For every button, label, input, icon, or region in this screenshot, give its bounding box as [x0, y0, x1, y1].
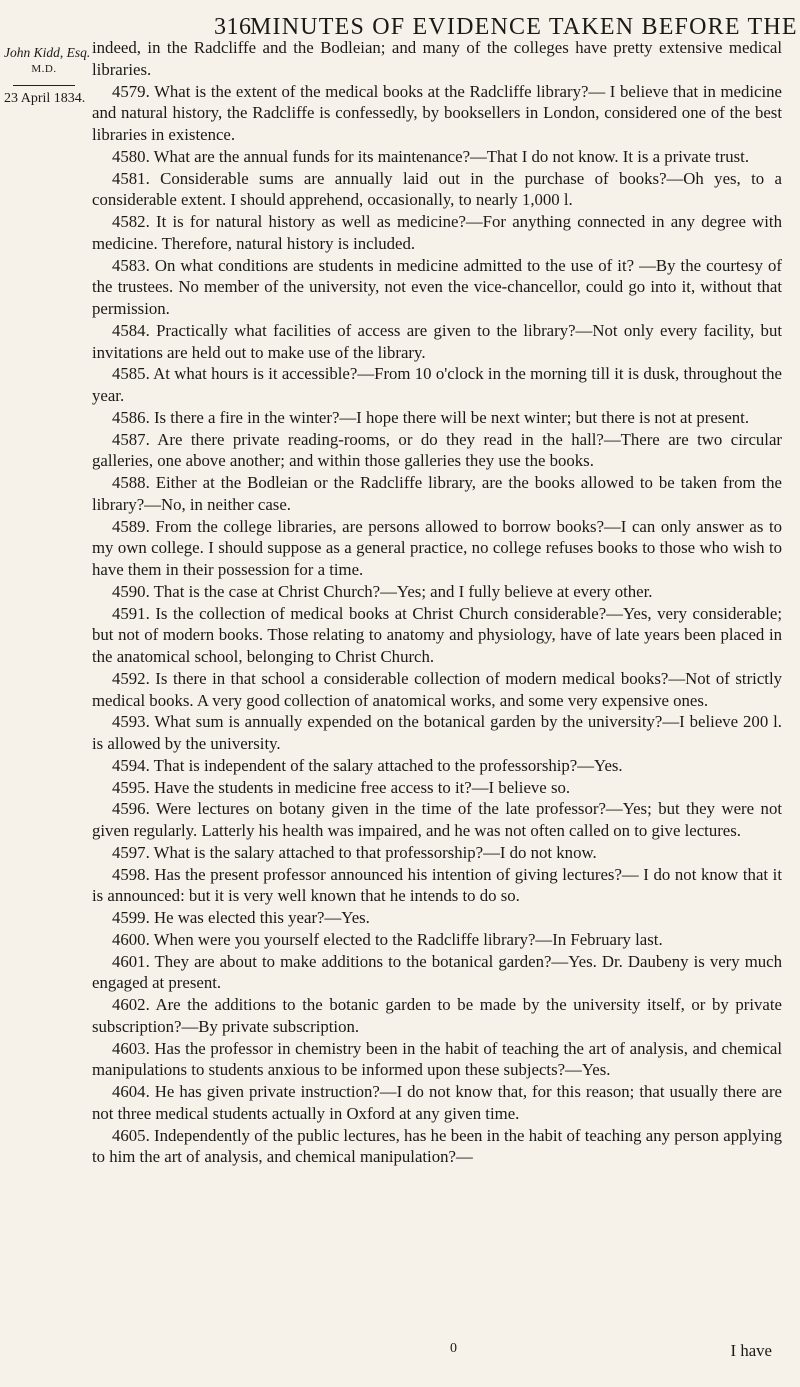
paragraph: 4586. Is there a fire in the winter?—I hope there will be next winter; but there is not at present.: [112, 407, 750, 427]
paragraph: 4605. Independently of the public lectures, has he been in the habit of teaching any person applying to him the art of analysis, and chemical manipulation?—: [92, 1125, 782, 1167]
paragraph: 4599. He was elected this year?—Yes.: [112, 908, 370, 927]
catchword: I have: [730, 1341, 772, 1360]
paragraph: 4604. He has given private instruction?—I do not know that, for this reason; that usually there are not three medical students actually in Oxford at any given time.: [92, 1082, 782, 1123]
paragraph: 4581. Considerable sums are annually laid out in the purchase of books?—Oh yes, to a considerable extent. I should apprehend, occasionally, to nearly 1,000 l.: [92, 168, 782, 210]
running-head: MINUTES OF EVIDENCE TAKEN BEFORE THE: [250, 14, 798, 40]
paragraph: 4579. What is the extent of the medical books at the Radcliffe library?— I believe that in medicine and natural history, the Radcliffe is confessedly, by booksellers in London, considered one of the best libraries in existence.: [92, 81, 782, 144]
page-number: 316: [214, 14, 252, 40]
page-footer: [92, 1341, 782, 1381]
paragraph: 4588. Either at the Bodleian or the Radcliffe library, are the books allowed to be taken from the library?—No, in neither case.: [92, 473, 782, 514]
paragraph: 4597. What is the salary attached to that professorship?—I do not know.: [112, 842, 597, 862]
paragraph: 4592. Is there in that school a considerable collection of modern medical books?—Not of strictly medical books. A very good collection of anatomical works, and some very expensive ones.: [92, 668, 782, 710]
paragraph: 4587. Are there private reading-rooms, or do they read in the hall?—There are two circular galleries, one above another; and within those galleries they use the books.: [92, 429, 782, 471]
paragraph: 4602. Are the additions to the botanic garden to be made by the university itself, or by private subscription?—By private subscription.: [92, 995, 782, 1036]
margin-note: [4, 44, 91, 107]
paragraph: 4584. Practically what facilities of access are given to the library?—Not only every facility, but invitations are held out to make use of the library.: [92, 320, 782, 362]
paragraph: 4583. On what conditions are students in medicine admitted to the use of it? —By the courtesy of the trustees. No member of the university, not even the vice-chancellor, could go into it, without that permission.: [92, 255, 782, 318]
paragraph: 4582. It is for natural history as well as medicine?—For anything connected in any degree with medicine. Therefore, natural history is included.: [92, 212, 782, 253]
paragraph: 4601. They are about to make additions to the botanical garden?—Yes. Dr. Daubeny is very much engaged at present.: [92, 951, 782, 993]
paragraph: 4596. Were lectures on botany given in the time of the late professor?—Yes; but they were not given regularly. Latterly his health was impaired, and he was not often called on to give lectures.: [92, 799, 782, 840]
paragraph: 4595. Have the students in medicine free access to it?—I believe so.: [112, 777, 571, 797]
witness-name: John Kidd, Esq.: [4, 45, 91, 60]
margin-rule: [13, 85, 75, 86]
paragraph: 4585. At what hours is it accessible?—From 10 o'clock in the morning till it is dusk, throughout the year.: [92, 364, 782, 405]
paragraph: 4594. That is independent of the salary attached to the professorship?—Yes.: [112, 755, 623, 775]
paragraph: 4591. Is the collection of medical books at Christ Church considerable?—Yes, very considerable; but not of modern books. Those relating to anatomy and physiology, have of late years been placed in the anatomical school, belonging to Christ Church.: [92, 603, 782, 666]
paragraph: indeed, in the Radcliffe and the Bodleian; and many of the colleges have pretty extensive medical libraries.: [92, 38, 782, 79]
paragraph: 4593. What sum is annually expended on the botanical garden by the university?—I believe 200 l. is allowed by the university.: [92, 712, 782, 753]
paragraph: 4598. Has the present professor announced his intention of giving lectures?— I do not know that it is announced: but it is very well known that he intends to do so.: [92, 864, 782, 906]
evidence-body: [92, 37, 782, 1168]
signature-mark: 0: [450, 1341, 457, 1356]
paragraph: 4600. When were you yourself elected to the Radcliffe library?—In February last.: [112, 929, 663, 949]
paragraph: 4590. That is the case at Christ Church?—Yes; and I fully believe at every other.: [112, 581, 653, 601]
paragraph: 4589. From the college libraries, are persons allowed to borrow books?—I can only answer as to my own college. I should suppose as a general practice, no college refuses books to those who wish to have them in their possession for a time.: [92, 516, 782, 579]
witness-degree: M.D.: [31, 63, 57, 75]
paragraph: 4580. What are the annual funds for its maintenance?—That I do not know. It is a private trust.: [112, 146, 750, 166]
paragraph: 4603. Has the professor in chemistry been in the habit of teaching the art of analysis, and chemical manipulations to students anxious to be informed upon these subjects?—Yes.: [92, 1038, 782, 1080]
evidence-date: 23 April 1834.: [4, 91, 86, 106]
